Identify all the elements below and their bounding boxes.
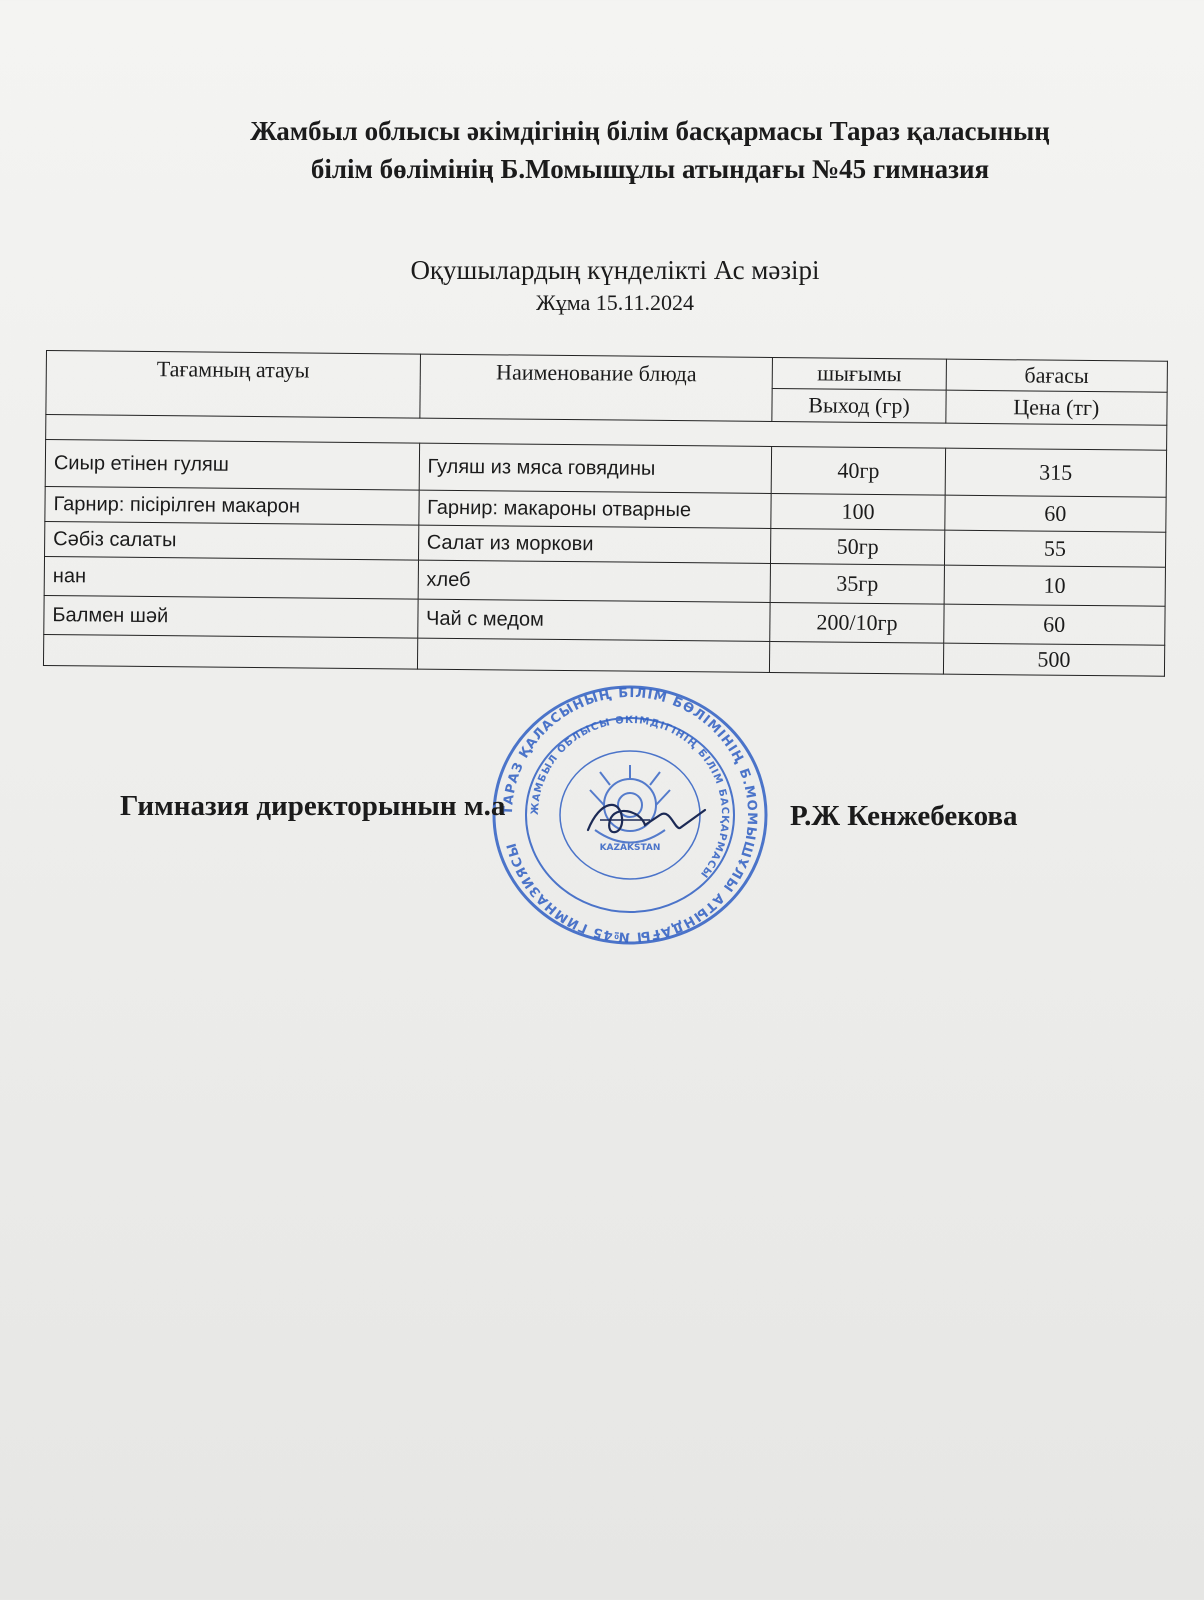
header-name-kk: Тағамның атауы: [46, 351, 420, 419]
dish-name-kk: Сәбіз салаты: [45, 521, 419, 560]
menu-table: [43, 350, 1168, 677]
dish-price: 60: [943, 604, 1165, 645]
dish-yield: 100: [771, 493, 945, 530]
dish-name-ru: Чай с медом: [417, 599, 770, 641]
total-empty-cell: [417, 638, 770, 672]
dish-price: 315: [945, 448, 1167, 497]
dish-price: 60: [944, 495, 1166, 532]
header-price-kk: бағасы: [946, 359, 1168, 392]
total-empty-cell: [43, 634, 417, 669]
total-price: 500: [943, 643, 1165, 676]
dish-yield: 50гр: [771, 528, 945, 565]
stamp-outer-text: ТАРАЗ ҚАЛАСЫНЫҢ БІЛІМ БӨЛІМІНІҢ Б.МОМЫШҰЛЫ АТЫНДАҒЫ №45 ГИМНАЗИЯСЫ: [500, 685, 760, 945]
dish-yield: 40гр: [772, 446, 946, 495]
dish-name-kk: Гарнир: пісірілген макарон: [45, 486, 419, 525]
dish-name-kk: Сиыр етінен гуляш: [45, 440, 419, 491]
dish-name-ru: Гуляш из мяса говядины: [419, 443, 772, 493]
header-price-ru: Цена (тг): [946, 390, 1168, 425]
director-name: Р.Ж Кенжебекова: [790, 800, 1018, 832]
organization-title: [150, 112, 1150, 188]
organization-line-1: Жамбыл облысы әкімдігінің білім басқармасы Тараз қаласының: [250, 116, 1050, 146]
organization-line-2: білім бөлімінің Б.Момышұлы атындағы №45 гимназия: [310, 154, 990, 184]
menu-date: Жұма 15.11.2024: [536, 290, 694, 315]
dish-name-ru: Салат из моркови: [418, 525, 771, 563]
dish-yield: 35гр: [771, 563, 945, 604]
dish-name-ru: хлеб: [418, 560, 771, 602]
stamp-inner-text: ЖАМБЫЛ ОБЛЫСЫ ӘКІМДІГІНІҢ БІЛІМ БАСҚАРМАСЫ: [529, 714, 731, 880]
header-name-ru: Наименование блюда: [420, 354, 773, 421]
director-role: Гимназия директорынын м.а: [120, 790, 506, 822]
header-yield-kk: шығымы: [773, 357, 947, 390]
dish-price: 10: [944, 565, 1166, 606]
dish-yield: 200/10гр: [770, 602, 944, 643]
header-row: [46, 351, 1167, 393]
total-empty-cell: [770, 641, 944, 674]
director-signature: [580, 790, 710, 850]
stamp-center-text: KAZAKSTAN: [599, 843, 661, 853]
dish-price: 55: [944, 530, 1166, 567]
dish-name-ru: Гарнир: макароны отварные: [418, 490, 771, 528]
header-yield-ru: Выход (гр): [772, 388, 946, 423]
menu-title: Оқушылардың күнделікті Ас мәзірі: [410, 255, 820, 285]
dish-name-kk: Балмен шәй: [44, 595, 418, 638]
dish-name-kk: нан: [44, 556, 418, 599]
